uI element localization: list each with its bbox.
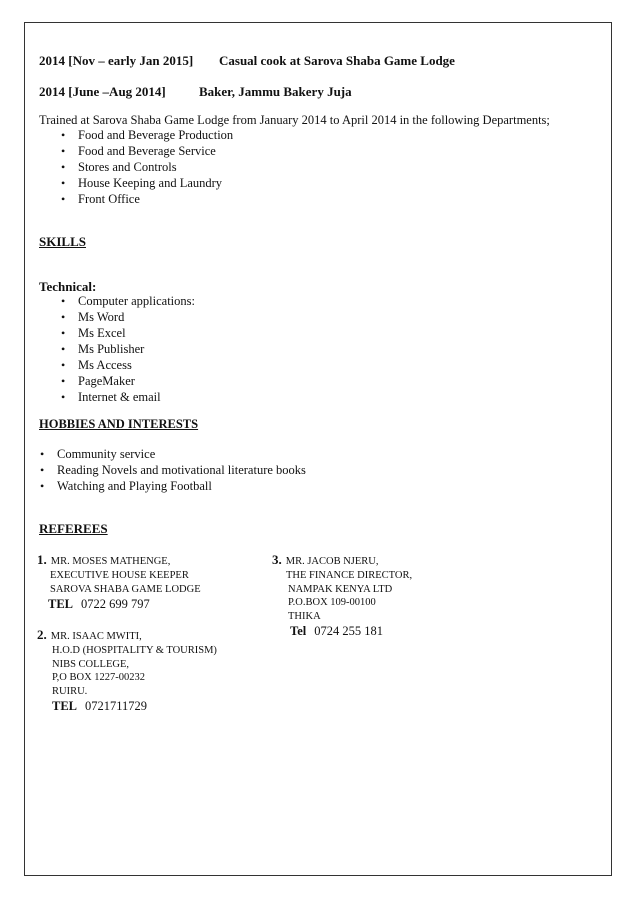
referee-tel: 0721711729 [85,699,148,713]
referee-title: THE FINANCE DIRECTOR, [286,570,413,581]
list-item: • Food and Beverage Production [39,127,233,143]
referee-tel-label: TEL [52,699,78,713]
list-item: • PageMaker [39,373,195,389]
experience-role-1: Casual cook at Sarova Shaba Game Lodge [219,53,455,68]
referee-tel: 0724 255 181 [314,624,383,638]
technical-label: Technical: [39,279,97,294]
list-item: • House Keeping and Laundry [39,175,233,191]
referee-tel-label: TEL [48,597,74,611]
referee-1 [37,551,201,612]
list-item: • Ms Publisher [39,341,195,357]
experience-period-2: 2014 [June –Aug 2014] [39,84,166,99]
hobbies-list [18,446,306,494]
department-list [39,127,233,207]
list-item: • Computer applications: [39,293,195,309]
referee-2 [37,626,217,714]
referee-number: 3. [272,552,282,567]
referee-tel-label: Tel [290,624,307,638]
skills-list [39,293,195,405]
referee-organization: NIBS COLLEGE, [52,658,129,670]
training-intro: Trained at Sarova Shaba Game Lodge from January 2014 to April 2014 in the following Departments; [39,113,550,127]
referee-address: P,O BOX 1227-00232 [52,672,146,683]
skills-heading: SKILLS [39,234,86,249]
list-item: • Watching and Playing Football [18,478,306,494]
list-item: • Internet & email [39,389,195,405]
list-item: • Ms Access [39,357,195,373]
referee-number: 2. [37,627,47,642]
referee-name: MR. ISAAC MWITI, [50,631,142,642]
referee-town: THIKA [288,610,321,622]
referee-name: MR. JACOB NJERU, [285,556,379,567]
referee-town: RUIRU. [52,685,88,697]
list-item: • Stores and Controls [39,159,233,175]
referee-address: P.O.BOX 109-00100 [288,597,376,608]
referee-organization: SAROVA SHABA GAME LODGE [50,583,201,595]
referee-tel: 0722 699 797 [81,597,150,611]
hobbies-heading: HOBBIES AND INTERESTS [39,417,199,431]
list-item: • Ms Excel [39,325,195,341]
experience-period-1: 2014 [Nov – early Jan 2015] [39,53,194,68]
referees-heading: REFEREES [39,521,108,536]
referee-number: 1. [37,552,47,567]
experience-role-2: Baker, Jammu Bakery Juja [199,84,352,99]
referee-title: H.O.D (HOSPITALITY & TOURISM) [52,645,217,656]
list-item: • Front Office [39,191,233,207]
referee-title: EXECUTIVE HOUSE KEEPER [50,570,189,581]
list-item: • Reading Novels and motivational literature books [18,462,306,478]
referee-organization: NAMPAK KENYA LTD [288,583,393,595]
list-item: • Community service [18,446,306,462]
list-item: • Ms Word [39,309,195,325]
list-item: • Food and Beverage Service [39,143,233,159]
referee-name: MR. MOSES MATHENGE, [50,556,171,567]
referee-3 [272,551,412,639]
